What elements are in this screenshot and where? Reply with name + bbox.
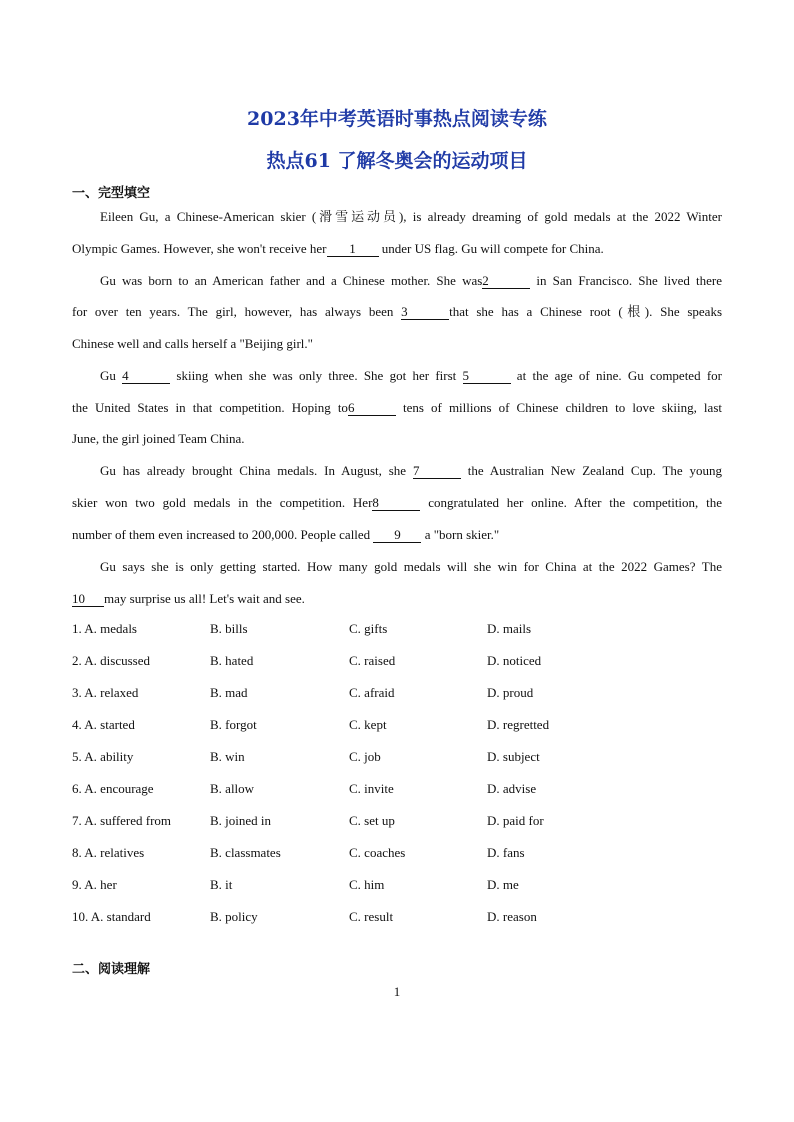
option-d: D. reason bbox=[487, 909, 537, 924]
option-a: 1. A. medals bbox=[72, 621, 137, 636]
option-d: D. noticed bbox=[487, 653, 542, 668]
option-b: B. it bbox=[210, 877, 233, 892]
option-a: 10. A. standard bbox=[72, 909, 151, 924]
blank-8: 8 bbox=[372, 496, 420, 511]
passage-line: Gu says she is only getting started. How many gold medals will she win for China at the 2022 Games? The bbox=[100, 559, 722, 574]
option-c: C. kept bbox=[349, 717, 387, 732]
option-c: C. set up bbox=[349, 813, 395, 828]
option-d: D. proud bbox=[487, 685, 534, 700]
option-b: B. forgot bbox=[210, 717, 257, 732]
blank-2: 2 bbox=[482, 274, 530, 289]
option-c: C. raised bbox=[349, 653, 396, 668]
passage-line: the United States in that competition. Hoping to6 tens of millions of Chinese children to love skiing, last bbox=[72, 400, 722, 415]
option-c: C. afraid bbox=[349, 685, 395, 700]
option-a: 6. A. encourage bbox=[72, 781, 154, 796]
page-title: 2023年中考英语时事热点阅读专练 bbox=[247, 108, 547, 130]
passage-line: Eileen Gu, a Chinese-American skier (滑雪运动员), is already dreaming of gold medals at the 2022 Winter bbox=[100, 209, 722, 224]
blank-7: 7 bbox=[413, 464, 461, 479]
option-row bbox=[72, 813, 722, 831]
option-b: B. allow bbox=[210, 781, 255, 796]
option-b: B. policy bbox=[210, 909, 258, 924]
blank-10: 10 bbox=[72, 592, 104, 607]
option-a: 4. A. started bbox=[72, 717, 135, 732]
option-row bbox=[72, 877, 722, 895]
blank-4: 4 bbox=[122, 369, 170, 384]
option-a: 3. A. relaxed bbox=[72, 685, 139, 700]
option-d: D. advise bbox=[487, 781, 537, 796]
option-row bbox=[72, 845, 722, 863]
passage-line: Gu was born to an American father and a Chinese mother. She was2 in San Francisco. She lived there bbox=[100, 273, 722, 288]
option-row bbox=[72, 909, 722, 927]
option-a: 2. A. discussed bbox=[72, 653, 150, 668]
blank-5: 5 bbox=[463, 369, 511, 384]
option-d: D. subject bbox=[487, 749, 540, 764]
option-row bbox=[72, 685, 722, 703]
option-d: D. paid for bbox=[487, 813, 544, 828]
option-b: B. win bbox=[210, 749, 245, 764]
blank-9: 9 bbox=[373, 528, 421, 543]
option-a: 7. A. suffered from bbox=[72, 813, 172, 828]
option-d: D. mails bbox=[487, 621, 532, 636]
option-b: B. classmates bbox=[210, 845, 281, 860]
passage-line: 10 may surprise us all! Let's wait and see. bbox=[72, 591, 305, 606]
passage-line: number of them even increased to 200,000. People called 9 a "born skier." bbox=[72, 527, 500, 542]
option-row bbox=[72, 653, 722, 671]
option-c: C. him bbox=[349, 877, 385, 892]
option-a: 5. A. ability bbox=[72, 749, 134, 764]
option-d: D. regretted bbox=[487, 717, 550, 732]
option-row bbox=[72, 749, 722, 767]
option-row bbox=[72, 621, 722, 639]
option-b: B. bills bbox=[210, 621, 248, 636]
option-a: 9. A. her bbox=[72, 877, 117, 892]
page-subtitle: 热点61 了解冬奥会的运动项目 bbox=[266, 150, 528, 172]
section-heading-reading: 二、阅读理解 bbox=[72, 962, 151, 977]
option-a: 8. A. relatives bbox=[72, 845, 145, 860]
option-c: C. result bbox=[349, 909, 394, 924]
blank-3: 3 bbox=[401, 305, 449, 320]
page-number: 1 bbox=[393, 984, 401, 999]
passage-line: Olympic Games. However, she won't receive her 1 under US flag. Gu will compete for China. bbox=[72, 241, 604, 256]
passage-line: June, the girl joined Team China. bbox=[72, 431, 245, 446]
option-row bbox=[72, 717, 722, 735]
passage-line: for over ten years. The girl, however, has always been 3 that she has a Chinese root (根). She speaks bbox=[72, 304, 722, 319]
option-c: C. coaches bbox=[349, 845, 406, 860]
option-d: D. fans bbox=[487, 845, 525, 860]
option-b: B. hated bbox=[210, 653, 254, 668]
option-row bbox=[72, 781, 722, 799]
section-heading-cloze: 一、完型填空 bbox=[72, 186, 151, 201]
option-c: C. invite bbox=[349, 781, 394, 796]
passage-line: skier won two gold medals in the competition. Her8 congratulated her online. After the competition, the bbox=[72, 495, 722, 510]
passage-line: Gu 4 skiing when she was only three. She got her first 5 at the age of nine. Gu competed for bbox=[100, 368, 722, 383]
option-b: B. joined in bbox=[210, 813, 272, 828]
option-d: D. me bbox=[487, 877, 519, 892]
passage-line: Chinese well and calls herself a "Beijing girl." bbox=[72, 336, 313, 351]
blank-1: 1 bbox=[327, 242, 379, 257]
option-c: C. job bbox=[349, 749, 381, 764]
option-b: B. mad bbox=[210, 685, 248, 700]
passage-line: Gu has already brought China medals. In August, she 7 the Australian New Zealand Cup. The young bbox=[100, 463, 723, 478]
blank-6: 6 bbox=[348, 401, 396, 416]
option-c: C. gifts bbox=[349, 621, 388, 636]
